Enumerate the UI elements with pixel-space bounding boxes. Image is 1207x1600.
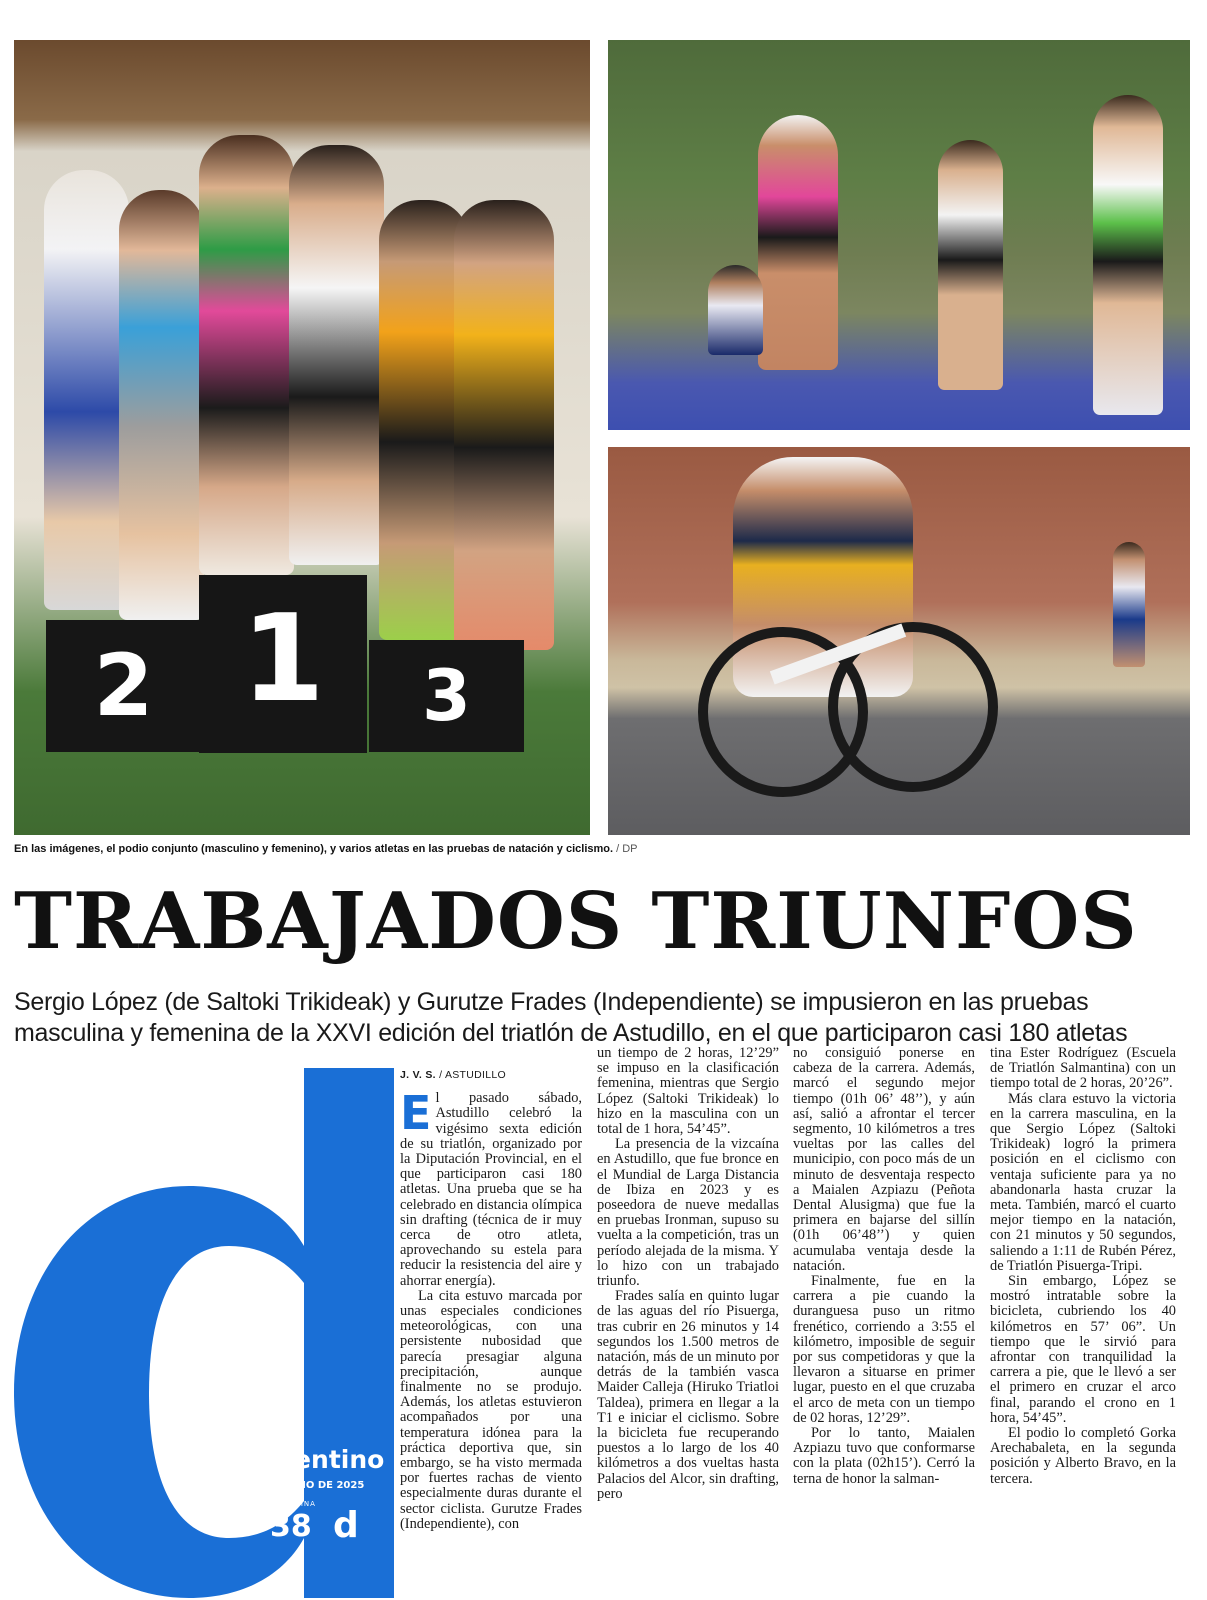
- spectator-figure: [1093, 95, 1163, 415]
- small-logo: d: [333, 1505, 359, 1546]
- paragraph: un tiempo de 2 horas, 12’29” se impuso en la clasificación femenina, mientras que Sergio López (Saltoki Trikideak) lo hizo en la masculina con un total de 1 hora, 54’45”.: [597, 1045, 779, 1138]
- cycling-photo: [608, 447, 1190, 835]
- byline-author: J. V. S.: [400, 1069, 436, 1081]
- paragraph: tina Ester Rodríguez (Escuela de Triatlón Salmantina) con un tiempo total de 2 horas, 20’26”.: [990, 1045, 1176, 1092]
- caption-text: En las imágenes, el podio conjunto (masculino y femenino), y varios atletas en las pruebas de natación y ciclismo.: [14, 843, 614, 855]
- article-column-1: [400, 1068, 582, 1532]
- paragraph: Sin embargo, López se mostró intratable sobre la bicicleta, cubriendo los 40 kilómetros en 57’ 06”. Un tiempo que le sirvió para afrontar con tranquilidad la carrera a pie, que le llevó a ser el primero en cruzar el arco final, parando el crono en 1 hora, 54’45”.: [990, 1273, 1176, 1426]
- photo-caption: [14, 843, 1194, 855]
- article-column-4: [990, 1046, 1176, 1487]
- byline: [400, 1068, 582, 1083]
- swimming-photo: [608, 40, 1190, 430]
- page-number: 38: [270, 1509, 312, 1544]
- spectator-figure: [938, 140, 1003, 390]
- headline: TRABAJADOS TRIUNFOS: [14, 876, 1138, 967]
- article-column-2: [597, 1046, 779, 1502]
- athlete-figure: [119, 190, 204, 620]
- podium-photo: [14, 40, 590, 835]
- paragraph: no consiguió ponerse en cabeza de la carrera. Además, marcó el segundo mejor tiempo (01h 06’ 48’’), y aún así, salió a afrontar el tercer segmento, 10 kilómetros a tres vueltas por las calles del municipio, con poco más de un minuto de desventaja respecto a Maialen Azpiazu (Peñota Dental Alusigma) que fue la primera en bajarse del sillín (01h 06’48’’) y quien acumulaba ventaja desde la natación.: [793, 1045, 975, 1274]
- paragraph: l pasado sábado, Astudillo celebró la vigésimo sexta edición de su triatlón, organizado por la Diputación Provincial, en el que participaron casi 180 atletas. Una prueba que se ha celebrado en distancia olímpica sin drafting (técnica de ir muy cerca de otro atleta, aprovechando su estela para reducir la resistencia del aire y ahorrar energía).: [400, 1090, 582, 1289]
- paragraph: La presencia de la vizcaína en Astudillo, que fue bronce en el Mundial de Larga Distancia de Ibiza en 2023 y es poseedora de nueve medallas en pruebas Ironman, supuso su vuelta a la competición, tras un período alejada de la misma. Y lo hizo con un trabajado triunfo.: [597, 1136, 779, 1290]
- podium-step-first: [199, 575, 367, 753]
- paragraph: Por lo tanto, Maialen Azpiazu tuvo que conformarse con la plata (02h15’). Cerró la terna de honor la salman-: [793, 1425, 975, 1487]
- paragraph: Finalmente, fue en la carrera a pie cuando la duranguesa puso un ritmo frenético, corriendo a 3:55 el kilómetro, imposible de seguir por sus competidoras y que la llevaron a situarse en primer lugar, puesto en el que cruzaba el arco de meta con un tiempo de 02 horas, 12’29”.: [793, 1273, 975, 1426]
- athlete-figure: [44, 170, 129, 610]
- athlete-figure: [199, 135, 294, 575]
- podium-number: 2: [93, 636, 154, 736]
- paragraph: Más clara estuvo la victoria en la carrera masculina, en la que Sergio López (Saltoki Trikideak) logró la primera posición en el ciclismo con ventaja suficiente para ya no abandonarla hasta cruzar la meta. También, marcó el cuarto mejor tiempo en la natación, con 21 minutos y 50 segundos, saliendo a 1:11 de Rubén Pérez, de Triatlón Pisuerga-Tripi.: [990, 1090, 1176, 1274]
- athlete-figure: [289, 145, 384, 565]
- spectator-figure: [1113, 542, 1145, 667]
- paragraph: Frades salía en quinto lugar de las aguas del río Pisuerga, tras cubrir en 26 minutos y 14 segundos los 1.500 metros de natación, más de un minuto por detrás de la también vasca Maider Calleja (Hiruko Triatloi Taldea), primera en llegar a la T1 e iniciar el ciclismo. Sobre la bicicleta fue recuperando puestos a lo largo de los 40 kilómetros a dos vueltas hasta Palacios del Alcor, sin drafting, pero: [597, 1288, 779, 1502]
- paragraph: La cita estuvo marcada por unas especiales condiciones meteorológicas, con una persistente nubosidad que parecía presagiar alguna precipitación, aunque finalmente no se produjo. Además, los atletas estuvieron acompañados por una temperatura idónea para la práctica deportiva que, sin embargo, se ha visto mermada por fuertes rachas de viento especialmente duras durante el sector ciclista. Gurutze Frades (Independiente), con: [400, 1287, 582, 1532]
- athlete-figure: [708, 265, 763, 355]
- podium-number: 3: [422, 655, 471, 737]
- athlete-figure: [758, 115, 838, 370]
- subheadline: Sergio López (de Saltoki Trikideak) y Gurutze Frades (Independiente) se impusieron en las pruebas masculina y femenina de la XXVI edición del triatlón de Astudillo, en el que participaron casi 180 atletas: [14, 988, 1128, 1047]
- masthead-date: MIÉRCOLES 16 DE JULIO DE 2025: [180, 1480, 365, 1491]
- article-column-3: [793, 1046, 975, 1487]
- paragraph: El podio lo completó Gorka Arechabaleta, en la segunda posición y Alberto Bravo, en la tercera.: [990, 1425, 1176, 1487]
- athlete-figure: [454, 200, 554, 650]
- podium-step-third: [369, 640, 524, 752]
- byline-place: / ASTUDILLO: [439, 1069, 506, 1081]
- podium-step-second: [46, 620, 201, 752]
- drop-cap: E: [400, 1086, 432, 1141]
- page-label: PÁGINA: [284, 1500, 316, 1508]
- podium-number: 1: [241, 590, 325, 729]
- masthead-name: Diario Palentino: [158, 1445, 385, 1474]
- caption-credit: / DP: [616, 843, 638, 855]
